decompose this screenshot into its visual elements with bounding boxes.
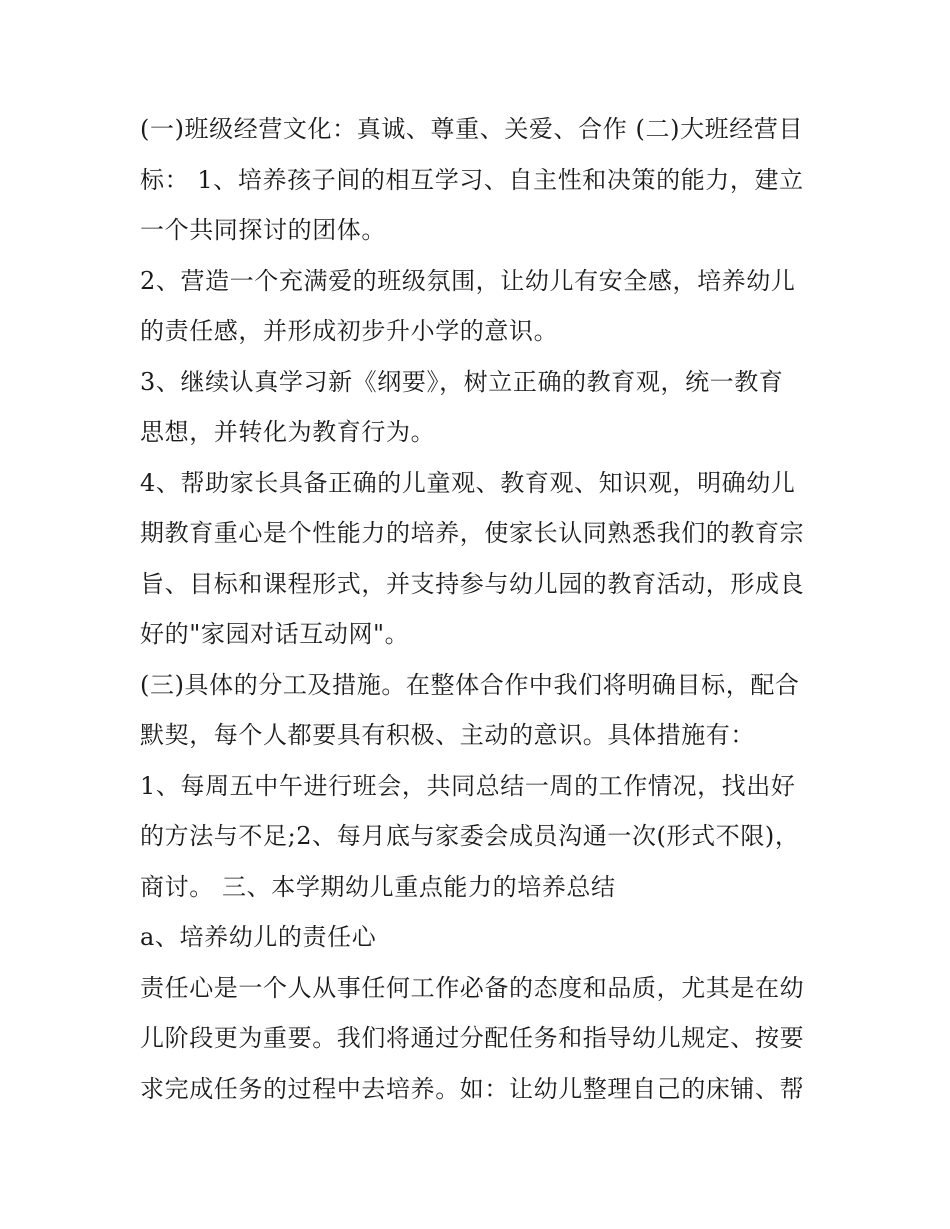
text-line: 好的"家园对话互动网"。 (140, 620, 410, 648)
text-line: 2、营造一个充满爱的班级氛围，让幼儿有安全感，培养幼儿 (140, 266, 796, 295)
text-line: 儿阶段更为重要。我们将通过分配任务和指导幼儿规定、按要 (140, 1024, 805, 1052)
text-line: 4、帮助家长具备正确的儿童观、教育观、知识观，明确幼儿 (140, 468, 796, 497)
text-line: (三)具体的分工及措施。在整体合作中我们将明确目标，配合 (140, 670, 800, 699)
text-line: 一个共同探讨的团体。 (140, 216, 386, 244)
text-line: 的方法与不足;2、每月底与家委会成员沟通一次(形式不限)， (140, 822, 800, 850)
text-line: 3、继续认真学习新《纲要》，树立正确的教育观，统一教育 (140, 367, 784, 396)
text-line: 1、每周五中午进行班会，共同总结一周的工作情况，找出好 (140, 771, 796, 800)
text-line: a、培养幼儿的责任心 (140, 923, 377, 951)
document-body (140, 104, 820, 1114)
text-line: 责任心是一个人从事任何工作必备的态度和品质，尤其是在幼 (140, 973, 805, 1002)
text-line: 默契，每个人都要具有积极、主动的意识。具体措施有： (140, 721, 755, 749)
text-line: (一)班级经营文化：真诚、尊重、关爱、合作 (二)大班经营目 (140, 115, 804, 143)
text-line: 求完成任务的过程中去培养。如：让幼儿整理自己的床铺、帮 (140, 1074, 805, 1103)
text-line: 商讨。 三、本学期幼儿重点能力的培养总结 (140, 872, 616, 901)
text-line: 思想，并转化为教育行为。 (140, 418, 436, 446)
text-line: 旨、目标和课程形式，并支持参与幼儿园的教育活动，形成良 (140, 569, 805, 598)
text-line: 标： 1、培养孩子间的相互学习、自主性和决策的能力，建立 (140, 165, 804, 194)
text-line: 的责任感，并形成初步升小学的意识。 (140, 317, 559, 345)
text-line: 期教育重心是个性能力的培养，使家长认同熟悉我们的教育宗 (140, 519, 805, 547)
